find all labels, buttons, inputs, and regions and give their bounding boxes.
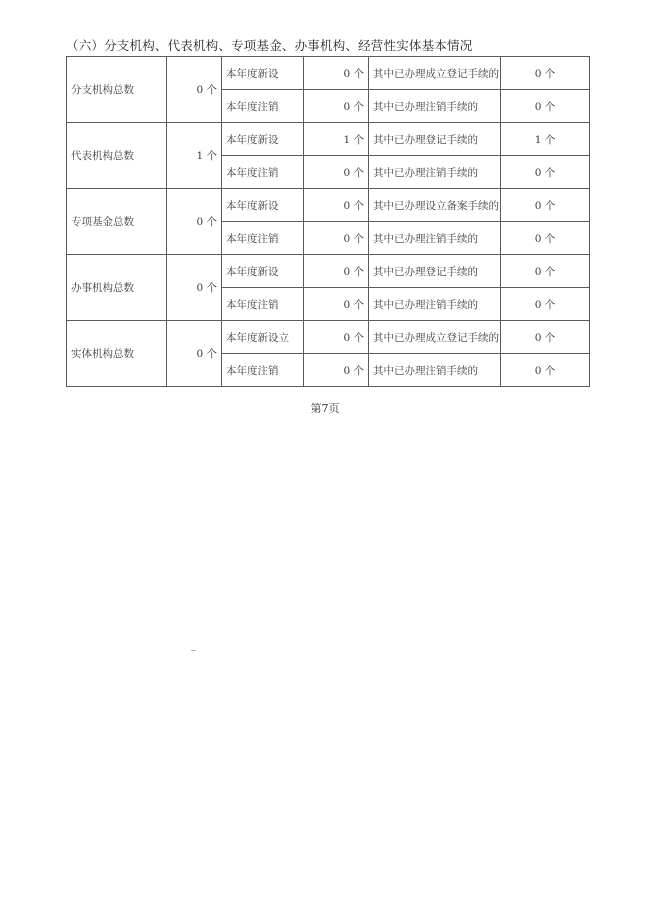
total-cell: 1 个 <box>167 123 222 189</box>
category-cell: 实体机构总数 <box>67 321 167 387</box>
table-row <box>67 189 590 222</box>
cancel-label-cell: 本年度注销 <box>222 354 304 387</box>
total-cell: 0 个 <box>167 57 222 123</box>
new-handled-label-cell: 其中已办理设立备案手续的 <box>369 189 501 222</box>
total-cell: 0 个 <box>167 189 222 255</box>
new-label-cell: 本年度新设 <box>222 57 304 90</box>
cancel-handled-count-cell: 0 个 <box>501 90 590 123</box>
page-number: 第7页 <box>310 402 340 415</box>
cancel-count-cell: 0 个 <box>304 354 369 387</box>
new-handled-count-cell: 0 个 <box>501 255 590 288</box>
table-row <box>67 123 590 156</box>
cancel-handled-count-cell: 0 个 <box>501 222 590 255</box>
cancel-count-cell: 0 个 <box>304 222 369 255</box>
cancel-count-cell: 0 个 <box>304 288 369 321</box>
new-handled-count-cell: 0 个 <box>501 321 590 354</box>
cancel-label-cell: 本年度注销 <box>222 288 304 321</box>
new-label-cell: 本年度新设 <box>222 189 304 222</box>
section-heading: （六）分支机构、代表机构、专项基金、办事机构、经营性实体基本情况 <box>66 38 473 53</box>
institutions-table <box>66 56 590 387</box>
total-cell: 0 个 <box>167 255 222 321</box>
new-handled-count-cell: 0 个 <box>501 57 590 90</box>
new-handled-label-cell: 其中已办理登记手续的 <box>369 255 501 288</box>
cancel-label-cell: 本年度注销 <box>222 156 304 189</box>
cancel-count-cell: 0 个 <box>304 156 369 189</box>
new-count-cell: 0 个 <box>304 255 369 288</box>
total-cell: 0 个 <box>167 321 222 387</box>
table-row <box>67 255 590 288</box>
cancel-label-cell: 本年度注销 <box>222 90 304 123</box>
new-count-cell: 1 个 <box>304 123 369 156</box>
cancel-handled-label-cell: 其中已办理注销手续的 <box>369 288 501 321</box>
new-count-cell: 0 个 <box>304 189 369 222</box>
new-handled-label-cell: 其中已办理成立登记手续的 <box>369 321 501 354</box>
new-handled-label-cell: 其中已办理成立登记手续的 <box>369 57 501 90</box>
cancel-handled-count-cell: 0 个 <box>501 156 590 189</box>
category-cell: 代表机构总数 <box>67 123 167 189</box>
new-count-cell: 0 个 <box>304 321 369 354</box>
cancel-handled-label-cell: 其中已办理注销手续的 <box>369 156 501 189</box>
new-handled-label-cell: 其中已办理登记手续的 <box>369 123 501 156</box>
cancel-handled-label-cell: 其中已办理注销手续的 <box>369 222 501 255</box>
new-label-cell: 本年度新设立 <box>222 321 304 354</box>
cancel-handled-label-cell: 其中已办理注销手续的 <box>369 354 501 387</box>
new-count-cell: 0 个 <box>304 57 369 90</box>
cancel-handled-label-cell: 其中已办理注销手续的 <box>369 90 501 123</box>
category-cell: 分支机构总数 <box>67 57 167 123</box>
cancel-count-cell: 0 个 <box>304 90 369 123</box>
cancel-label-cell: 本年度注销 <box>222 222 304 255</box>
table-row <box>67 321 590 354</box>
new-handled-count-cell: 1 个 <box>501 123 590 156</box>
category-cell: 专项基金总数 <box>67 189 167 255</box>
new-handled-count-cell: 0 个 <box>501 189 590 222</box>
scan-artifact: ~ <box>190 646 197 655</box>
category-cell: 办事机构总数 <box>67 255 167 321</box>
table-row <box>67 57 590 90</box>
cancel-handled-count-cell: 0 个 <box>501 354 590 387</box>
new-label-cell: 本年度新设 <box>222 255 304 288</box>
cancel-handled-count-cell: 0 个 <box>501 288 590 321</box>
new-label-cell: 本年度新设 <box>222 123 304 156</box>
